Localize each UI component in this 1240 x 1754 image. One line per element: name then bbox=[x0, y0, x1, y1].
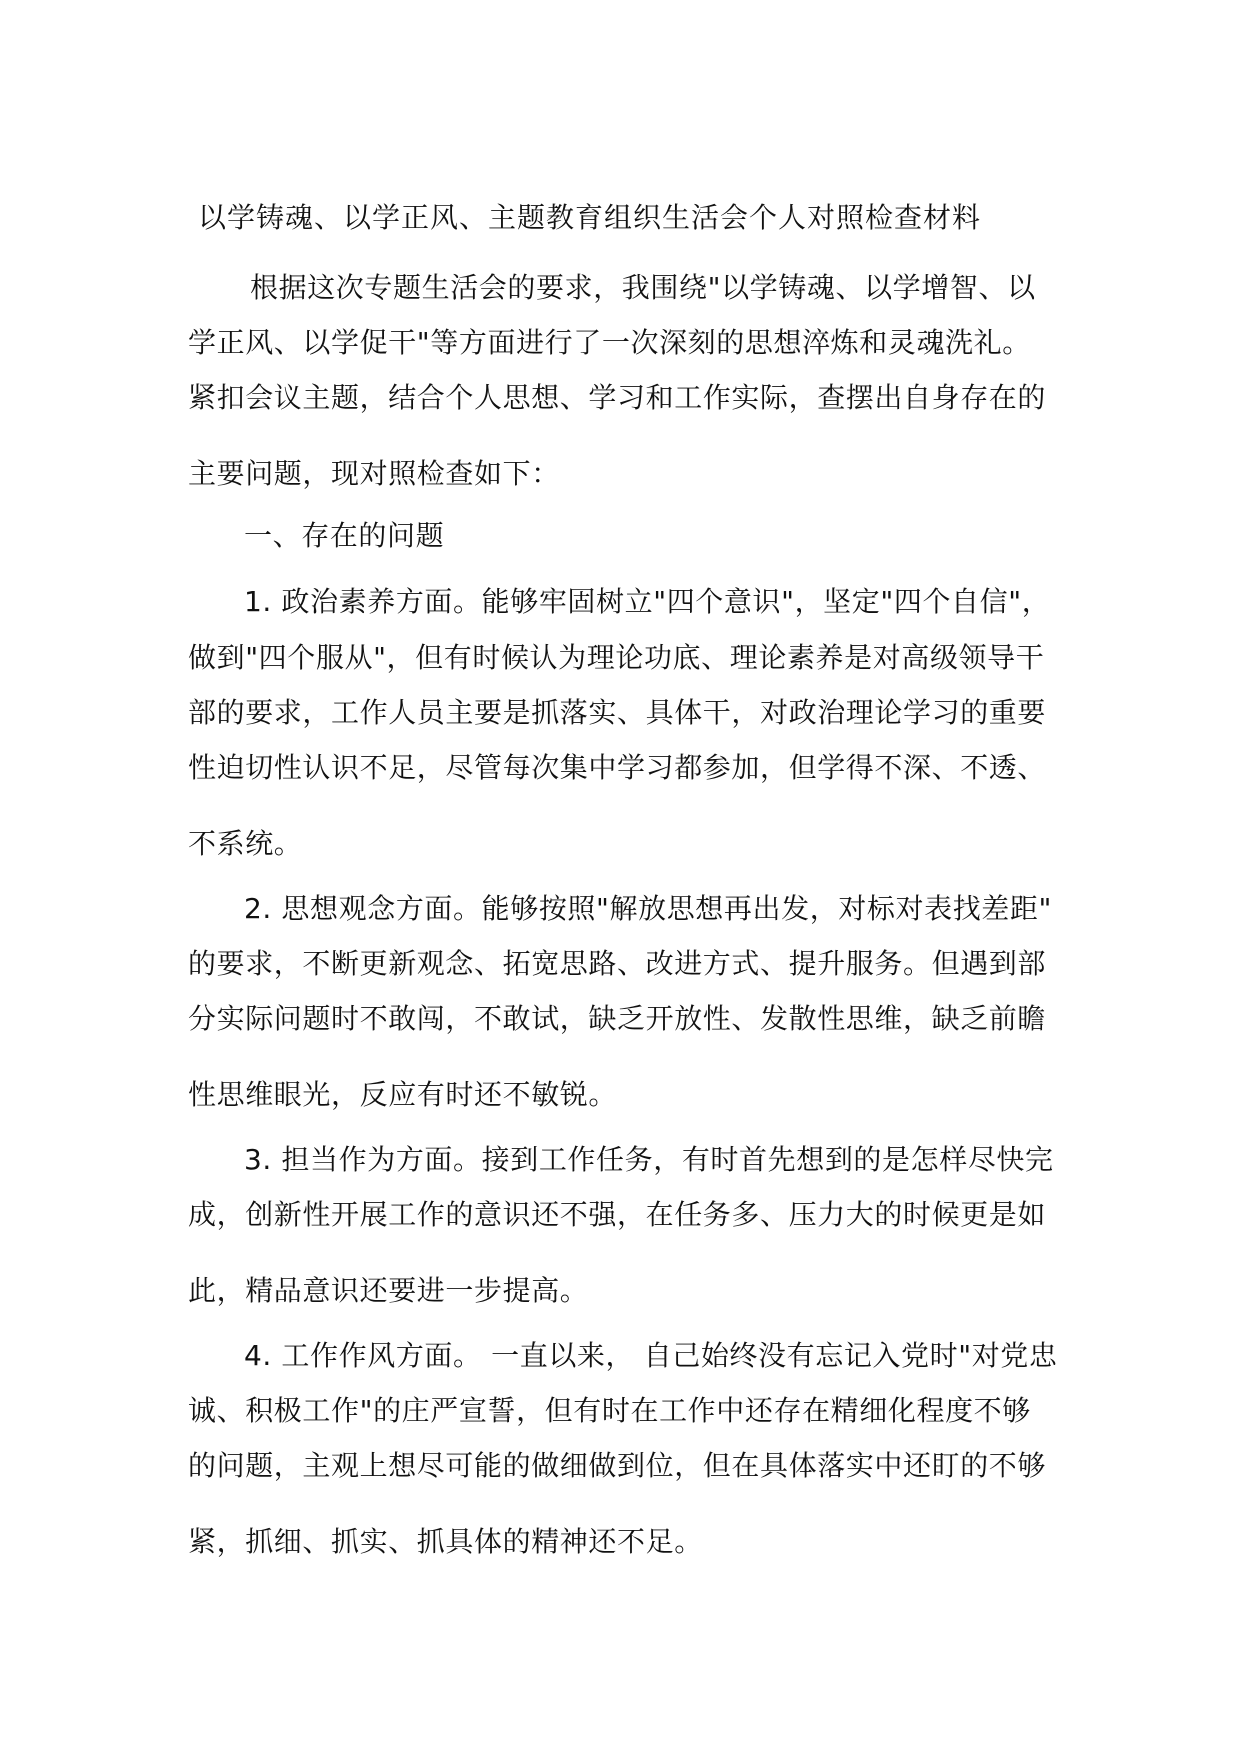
paragraph-line: 学正风、以学促干"等方面进行了一次深刻的思想淬炼和灵魂洗礼。 bbox=[188, 326, 1031, 359]
paragraph-line: 2. 思想观念方面。能够按照"解放思想再出发，对标对表找差距" bbox=[244, 892, 1052, 925]
paragraph-line: 主要问题，现对照检查如下： bbox=[188, 457, 560, 490]
paragraph-line: 4. 工作作风方面。 一直以来， 自己始终没有忘记入党时"对党忠 bbox=[244, 1339, 1058, 1372]
paragraph-line: 1. 政治素养方面。能够牢固树立"四个意识"，坚定"四个自信"， bbox=[244, 585, 1051, 618]
paragraph-line: 的问题，主观上想尽可能的做细做到位，但在具体落实中还盯的不够 bbox=[188, 1449, 1047, 1482]
paragraph-line: 分实际问题时不敢闯，不敢试，缺乏开放性、发散性思维，缺乏前瞻 bbox=[188, 1002, 1047, 1035]
paragraph-line: 的要求，不断更新观念、拓宽思路、改进方式、提升服务。但遇到部 bbox=[188, 947, 1047, 980]
paragraph-line: 性迫切性认识不足，尽管每次集中学习都参加，但学得不深、不透、 bbox=[188, 751, 1047, 784]
paragraph-line: 做到"四个服从"，但有时候认为理论功底、理论素养是对高级领导干 bbox=[188, 641, 1045, 674]
paragraph-line: 紧扣会议主题，结合个人思想、学习和工作实际，查摆出自身存在的 bbox=[188, 381, 1047, 414]
paragraph-line: 此，精品意识还要进一步提高。 bbox=[188, 1274, 589, 1307]
document-title: 以学铸魂、以学正风、主题教育组织生活会个人对照检查材料 bbox=[198, 201, 982, 234]
paragraph-line: 性思维眼光，反应有时还不敏锐。 bbox=[188, 1078, 618, 1111]
paragraph-line: 成，创新性开展工作的意识还不强，在任务多、压力大的时候更是如 bbox=[188, 1198, 1047, 1231]
paragraph-line: 紧，抓细、抓实、抓具体的精神还不足。 bbox=[188, 1525, 703, 1558]
paragraph-line: 部的要求，工作人员主要是抓落实、具体干，对政治理论学习的重要 bbox=[188, 696, 1047, 729]
paragraph-line: 不系统。 bbox=[188, 827, 303, 860]
paragraph-line: 诚、积极工作"的庄严宣誓，但有时在工作中还存在精细化程度不够 bbox=[188, 1394, 1031, 1427]
section-heading: 一、存在的问题 bbox=[244, 519, 445, 552]
paragraph-line: 3. 担当作为方面。接到工作任务，有时首先想到的是怎样尽快完 bbox=[244, 1143, 1054, 1176]
paragraph-line: 根据这次专题生活会的要求，我围绕"以学铸魂、以学增智、以 bbox=[250, 271, 1036, 304]
